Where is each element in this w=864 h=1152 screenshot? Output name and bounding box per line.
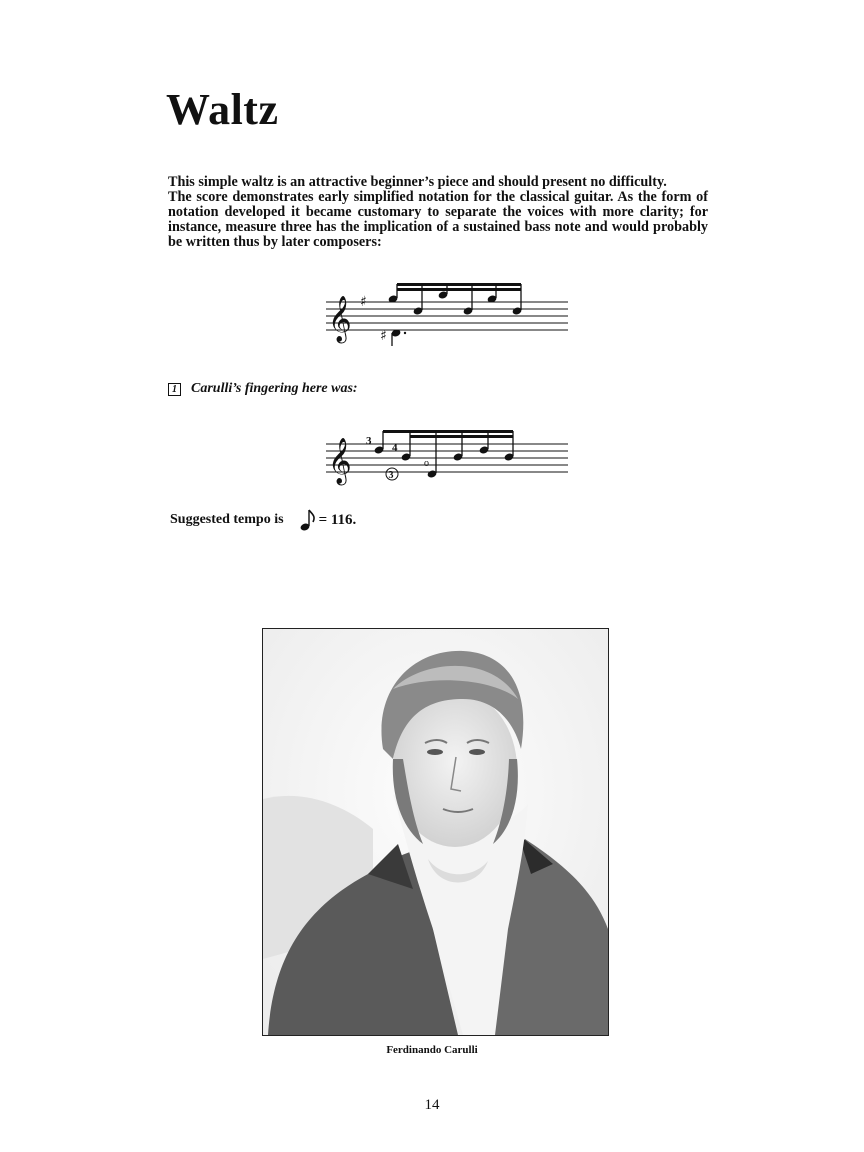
intro-paragraph-2: The score demonstrates early simplified notation for the classical guitar. As the form of notation developed it became customary to separate the voices with more clarity; for instance, measure three has the implication of a sustained bass note and would probably be written thus by later composers: <box>168 189 708 250</box>
eighth-note-icon <box>300 508 316 532</box>
footnote-marker: 1 <box>168 383 181 396</box>
tempo-label: Suggested tempo is <box>170 512 284 527</box>
string-number: 3 <box>388 470 394 481</box>
bass-sharp: ♯ <box>380 328 387 344</box>
footnote-text: Carulli’s fingering here was: <box>191 381 358 396</box>
portrait-caption: Ferdinando Carulli <box>386 1044 478 1056</box>
open-string-marker: o <box>424 458 429 469</box>
portrait-image <box>262 628 609 1036</box>
portrait-illustration <box>263 629 608 1035</box>
treble-clef-icon: 𝄞 <box>328 296 352 342</box>
key-signature-sharp: ♯ <box>360 294 367 310</box>
music-example-sustained-bass <box>326 276 570 346</box>
tempo-marking <box>170 508 356 532</box>
treble-clef-icon-2: 𝄞 <box>328 438 352 484</box>
music-example-fingering <box>326 426 570 486</box>
fingering-4: 4 <box>392 442 398 454</box>
page-title: Waltz <box>166 85 279 134</box>
intro-paragraph-1: This simple waltz is an attractive beginner’s piece and should present no difficulty. <box>168 174 667 190</box>
fingering-3: 3 <box>366 435 372 447</box>
intro-text <box>168 175 708 250</box>
fingering-footnote <box>168 381 358 397</box>
tempo-value: = 116. <box>318 511 357 528</box>
page-number: 14 <box>424 1097 440 1113</box>
